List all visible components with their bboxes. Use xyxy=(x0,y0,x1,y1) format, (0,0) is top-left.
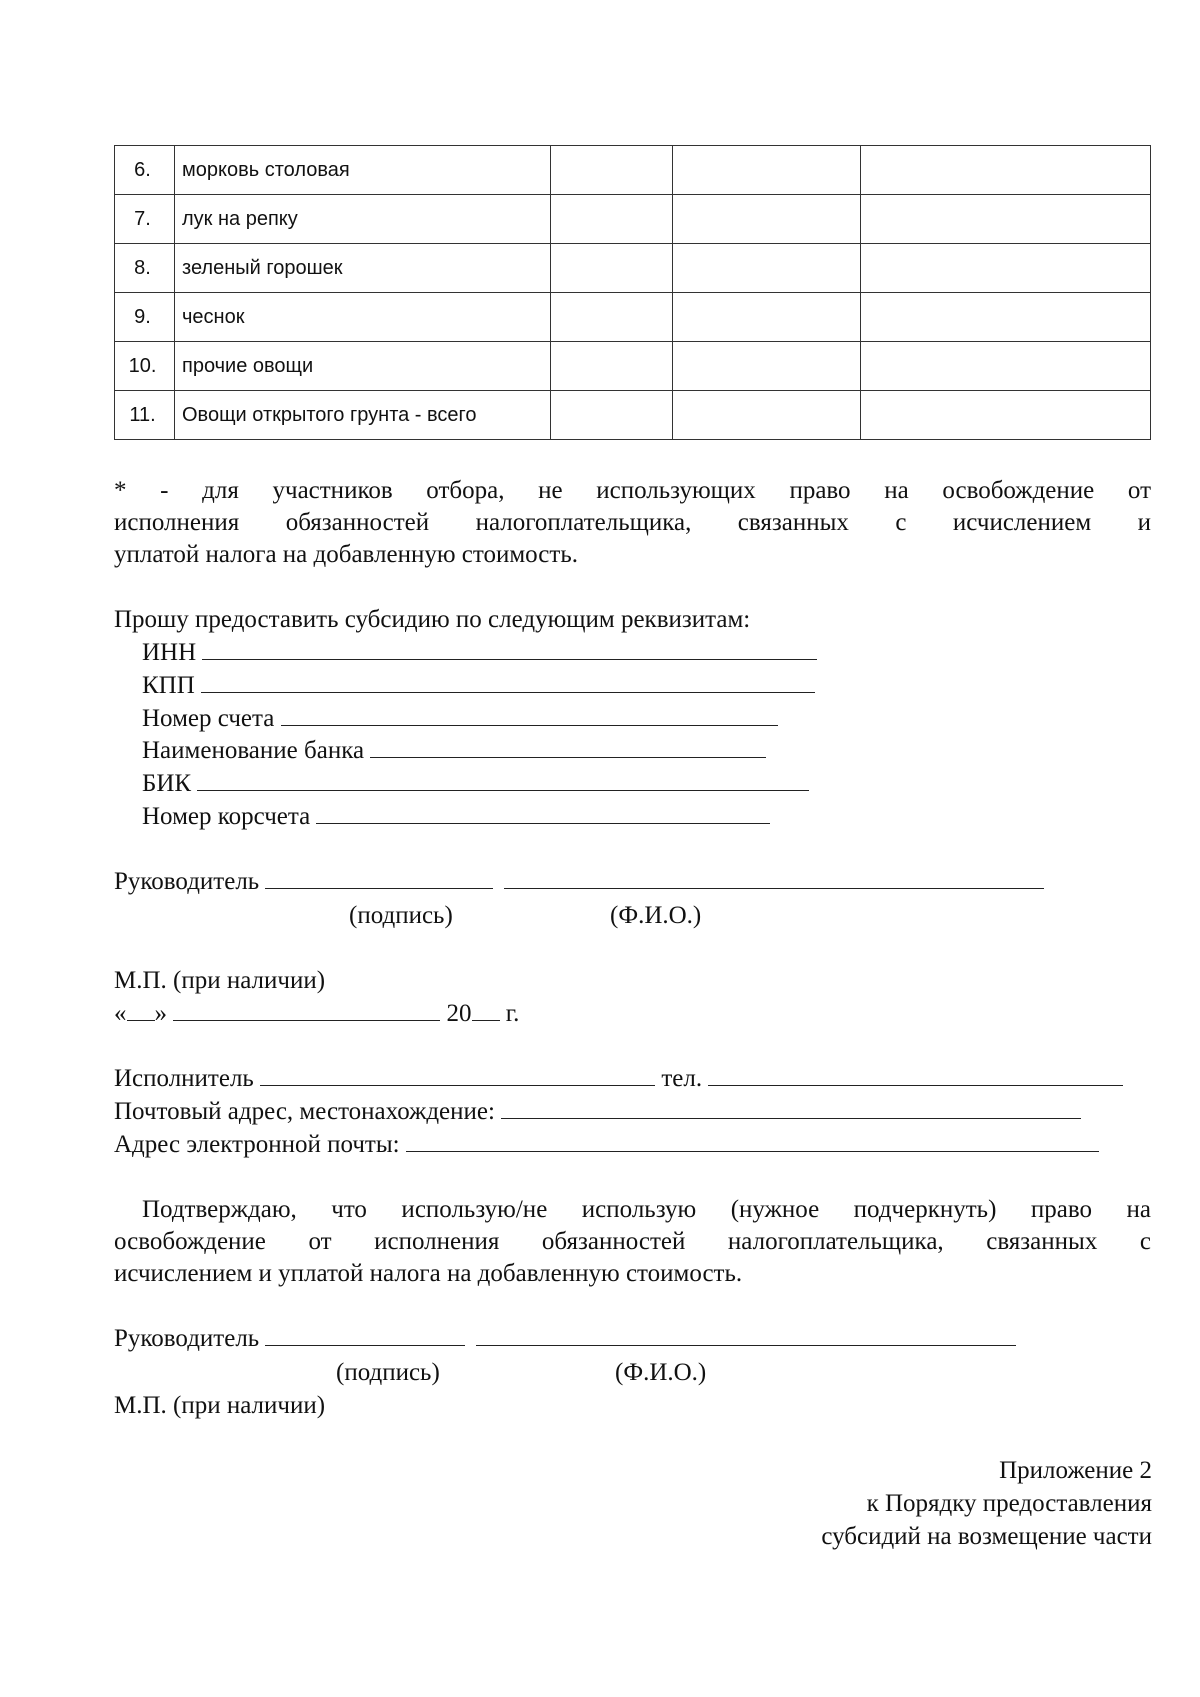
corr-row xyxy=(142,801,770,833)
row-number: 6. xyxy=(115,146,175,195)
executor-row xyxy=(114,1063,1123,1095)
phone-field[interactable] xyxy=(708,1063,1123,1086)
fio-caption: (Ф.И.О.) xyxy=(615,1359,707,1386)
bik-field[interactable] xyxy=(197,768,809,791)
confirm-line-2: освобождение от исполнения обязанностей налогоплательщика, связанных с xyxy=(114,1228,1151,1255)
address-field[interactable] xyxy=(501,1096,1081,1119)
row-name: прочие овощи xyxy=(175,342,551,391)
address-label: Почтовый адрес, местонахождение: xyxy=(114,1098,495,1125)
table-cell xyxy=(551,391,673,440)
executor-field[interactable] xyxy=(260,1063,655,1086)
appendix-line-2: к Порядку предоставления xyxy=(866,1490,1152,1517)
phone-label: тел. xyxy=(661,1065,703,1092)
table-cell xyxy=(673,391,861,440)
bank-row xyxy=(142,735,766,767)
table-row xyxy=(115,195,1151,244)
row-name: чеснок xyxy=(175,293,551,342)
table-row xyxy=(115,293,1151,342)
corr-label: Номер корсчета xyxy=(142,803,311,830)
row-number: 11. xyxy=(115,391,175,440)
signature-field[interactable] xyxy=(265,866,493,889)
confirm-line-3: исчислением и уплатой налога на добавленную стоимость. xyxy=(114,1260,743,1287)
fio-caption: (Ф.И.О.) xyxy=(610,902,702,929)
account-field[interactable] xyxy=(281,703,778,726)
table-cell xyxy=(861,244,1151,293)
row-number: 7. xyxy=(115,195,175,244)
table-cell xyxy=(861,146,1151,195)
head-label: Руководитель xyxy=(114,1325,260,1352)
table-row xyxy=(115,146,1151,195)
sign-caption: (подпись) xyxy=(336,1359,440,1386)
fio-field[interactable] xyxy=(476,1323,1016,1346)
table-cell xyxy=(551,146,673,195)
month-field[interactable] xyxy=(173,998,440,1021)
table-cell xyxy=(861,293,1151,342)
row-name: лук на репку xyxy=(175,195,551,244)
table-cell xyxy=(673,195,861,244)
sign-caption: (подпись) xyxy=(349,902,453,929)
table-cell xyxy=(861,342,1151,391)
account-label: Номер счета xyxy=(142,705,275,732)
table-row xyxy=(115,391,1151,440)
table-cell xyxy=(551,195,673,244)
table-cell xyxy=(673,244,861,293)
table-cell xyxy=(673,342,861,391)
row-number: 9. xyxy=(115,293,175,342)
kpp-label: КПП xyxy=(142,672,195,699)
inn-label: ИНН xyxy=(142,639,197,666)
stamp-label: М.П. (при наличии) xyxy=(114,1392,326,1419)
row-number: 10. xyxy=(115,342,175,391)
date-row xyxy=(114,998,519,1030)
year-field[interactable] xyxy=(472,998,500,1021)
signature-row-1 xyxy=(114,866,1044,898)
signature-row-2 xyxy=(114,1323,1016,1355)
table-cell xyxy=(861,391,1151,440)
kpp-row xyxy=(142,670,815,702)
row-number: 8. xyxy=(115,244,175,293)
bik-row xyxy=(142,768,809,800)
table-cell xyxy=(551,342,673,391)
appendix-line-3: субсидий на возмещение части xyxy=(821,1523,1152,1550)
footnote-line-2: исполнения обязанностей налогоплательщика, связанных с исчислением и xyxy=(114,509,1151,536)
inn-row xyxy=(142,637,817,669)
stamp-label: М.П. (при наличии) xyxy=(114,967,326,994)
confirm-line-1: Подтверждаю, что использую/не использую (нужное подчеркнуть) право на xyxy=(142,1196,1151,1223)
row-name: морковь столовая xyxy=(175,146,551,195)
date-close-quote: » xyxy=(154,1000,167,1027)
bank-label: Наименование банка xyxy=(142,737,365,764)
table-row xyxy=(115,244,1151,293)
footnote-line-3: уплатой налога на добавленную стоимость. xyxy=(114,541,578,568)
signature-field[interactable] xyxy=(265,1323,465,1346)
inn-field[interactable] xyxy=(202,637,817,660)
table-cell xyxy=(551,244,673,293)
year-suffix: г. xyxy=(505,1000,520,1027)
day-field[interactable] xyxy=(127,998,155,1021)
address-row xyxy=(114,1096,1081,1128)
requisites-intro: Прошу предоставить субсидию по следующим реквизитам: xyxy=(114,606,751,633)
fio-field[interactable] xyxy=(504,866,1044,889)
email-row xyxy=(114,1129,1099,1161)
table-cell xyxy=(673,146,861,195)
bik-label: БИК xyxy=(142,770,192,797)
table-cell xyxy=(551,293,673,342)
email-label: Адрес электронной почты: xyxy=(114,1131,400,1158)
date-open-quote: « xyxy=(114,1000,127,1027)
head-label: Руководитель xyxy=(114,868,260,895)
table-row xyxy=(115,342,1151,391)
account-row xyxy=(142,703,778,735)
table-cell xyxy=(861,195,1151,244)
executor-label: Исполнитель xyxy=(114,1065,254,1092)
row-name: зеленый горошек xyxy=(175,244,551,293)
year-prefix: 20 xyxy=(446,1000,472,1027)
email-field[interactable] xyxy=(406,1129,1099,1152)
crop-table xyxy=(114,145,1151,440)
kpp-field[interactable] xyxy=(201,670,815,693)
table-cell xyxy=(673,293,861,342)
row-name: Овощи открытого грунта - всего xyxy=(175,391,551,440)
corr-field[interactable] xyxy=(316,801,770,824)
appendix-line-1: Приложение 2 xyxy=(999,1457,1152,1484)
bank-field[interactable] xyxy=(370,735,766,758)
footnote-line-1: * - для участников отбора, не использующих право на освобождение от xyxy=(114,477,1151,504)
